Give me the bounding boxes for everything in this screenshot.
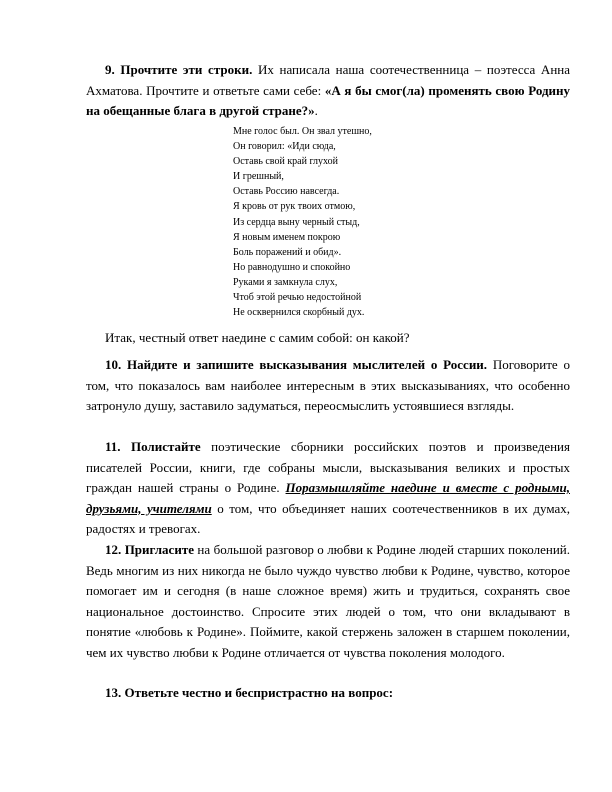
question-12 (86, 540, 570, 663)
question-10-text: Поговорите о том, что показалось вам наиболее интересным в этих высказываниях, что особенно затронуло душу, заставило задуматься, переосмыслить устоявшиеся взгляды. (86, 357, 570, 413)
poem-line: Оставь свой край глухой (233, 156, 339, 168)
poem-line: Не осквернился скорбный дух. (233, 307, 365, 319)
poem-line: Оставь Россию навсегда. (233, 186, 340, 198)
poem-line: Чтоб этой речью недостойной (233, 292, 362, 304)
poem-line: Я кровь от рук твоих отмою, (233, 201, 356, 213)
question-13 (86, 683, 570, 704)
after-poem-question: Итак, честный ответ наедине с самим собой: он какой? (105, 330, 410, 345)
question-10-lead: 10. Найдите и запишите высказывания мыслителей о России. (105, 357, 488, 372)
question-9-lead: Прочтите эти строки. (120, 62, 253, 77)
poem-line: Боль поражений и обид». (233, 246, 342, 258)
question-10 (86, 355, 570, 417)
poem-line: Я новым именем покрою (233, 231, 341, 243)
question-9 (86, 60, 570, 122)
question-9-end: . (314, 103, 318, 118)
poem-line: Руками я замкнула слух, (233, 276, 338, 288)
poem-line: Но равнодушно и спокойно (233, 261, 351, 273)
poem-line: И грешный, (233, 171, 284, 183)
question-13-lead: 13. Ответьте честно и беспристрастно на вопрос: (105, 685, 394, 700)
akhmatova-poem (233, 124, 493, 320)
question-9-number: 9. (105, 62, 115, 77)
question-9-text: Их написала наша соотечественница – поэтесса Анна Ахматова. Прочтите и ответьте сами себе: (86, 62, 571, 98)
poem-line: Он говорил: «Иди сюда, (233, 141, 336, 153)
question-12-text: на большой разговор о любви к Родине людей старших поколений. Ведь многим из них никогда не было чуждо чувство любви к Родине, чувство, которое помогает им и сегодня (в наше сложное время) жить и трудиться, сохранять свое национальное достоинство. Спросите этих людей о том, что они вкладывают в понятие «любовь к Родине». Поймите, какой стержень заложен в старшем поколении, чем их чувство любви к Родине отличается от чувства поколения молодого. (86, 542, 570, 660)
question-11-lead: 11. Полистайте (105, 439, 201, 454)
poem-line: Из сердца выну черный стыд, (233, 216, 360, 228)
question-11-text-2: о том, что объединяет наших соотечественников в их думах, радостях и тревогах. (86, 500, 570, 536)
question-12-lead: 12. Пригласите (105, 542, 194, 557)
poem-line: Мне голос был. Он звал утешно, (233, 126, 372, 137)
question-9-quote: «А я бы смог(ла) променять свою Родину на обещанные блага в другой стране?» (86, 82, 571, 118)
question-11 (86, 437, 570, 540)
question-11-emphasis: Поразмышляйте наедине и вместе с родными, друзьями, учителями (86, 480, 570, 516)
question-11-text-1: поэтические сборники российских поэтов и произведения писателей России, книги, где собраны мысли, высказывания великих и простых граждан нашей страны о Родине. (86, 439, 570, 495)
